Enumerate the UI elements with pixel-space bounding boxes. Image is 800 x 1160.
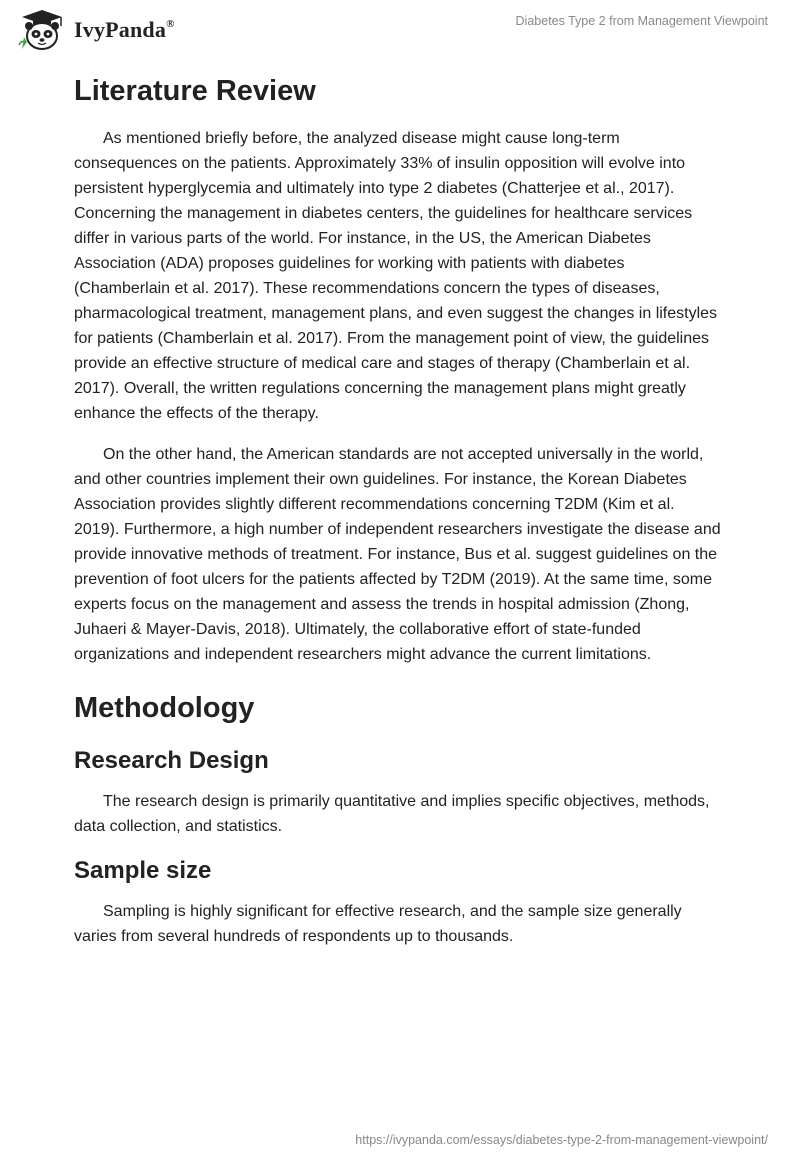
paragraph-literature-1: As mentioned briefly before, the analyzed disease might cause long-term consequences on the patients. Approximately 33% of insulin opposition will evolve into persistent hyperglycemia and ultimately into type 2 diabetes (Chatterjee et al., 2017). Concerning the management in diabetes centers, the guidelines for healthcare services differ in various parts of the world. For instance, in the US, the American Diabetes Association (ADA) proposes guidelines for working with patients with diabetes (Chamberlain et al. 2017). These recommendations concern the types of diseases, pharmacological treatment, management plans, and even suggest the changes in lifestyles for patients (Chamberlain et al. 2017). From the management point of view, the guidelines provide an effective structure of medical care and stages of therapy (Chamberlain et al. 2017). Overall, the written regulations concerning the management plans might greatly enhance the effects of the therapy. bbox=[74, 130, 718, 422]
source-url-link[interactable]: https://ivypanda.com/essays/diabetes-type-2-from-management-viewpoint/ bbox=[355, 1133, 768, 1147]
paragraph-research-design: The research design is primarily quantitative and implies specific objectives, methods, data collection, and statistics. bbox=[74, 793, 710, 835]
essay-content bbox=[74, 68, 724, 949]
panda-mascot-icon bbox=[16, 9, 68, 51]
paragraph-literature-2: On the other hand, the American standards are not accepted universally in the world, and other countries implement their own guidelines. For instance, the Korean Diabetes Association provides slightly different recommendations concerning T2DM (Kim et al. 2019). Furthermore, a high number of independent researchers investigate the disease and provide innovative methods of treatment. For instance, Bus et al. suggest guidelines on the prevention of foot ulcers for the patients affected by T2DM (2019). At the same time, some experts focus on the management and assess the trends in hospital admission (Zhong, Juhaeri & Mayer-Davis, 2018). Ultimately, the collaborative effort of state-funded organizations and independent researchers might advance the current limitations. bbox=[74, 446, 721, 663]
heading-research-design: Research Design bbox=[74, 747, 269, 774]
ivypanda-logo[interactable] bbox=[16, 9, 175, 51]
heading-methodology: Methodology bbox=[74, 692, 255, 724]
heading-literature-review: Literature Review bbox=[74, 75, 316, 107]
brand-name: IvyPanda® bbox=[74, 17, 175, 42]
heading-sample-size: Sample size bbox=[74, 857, 212, 884]
document-title: Diabetes Type 2 from Management Viewpoint bbox=[515, 14, 768, 28]
paragraph-sample-size: Sampling is highly significant for effective research, and the sample size generally varies from several hundreds of respondents up to thousands. bbox=[74, 903, 682, 945]
page-header bbox=[0, 0, 800, 60]
